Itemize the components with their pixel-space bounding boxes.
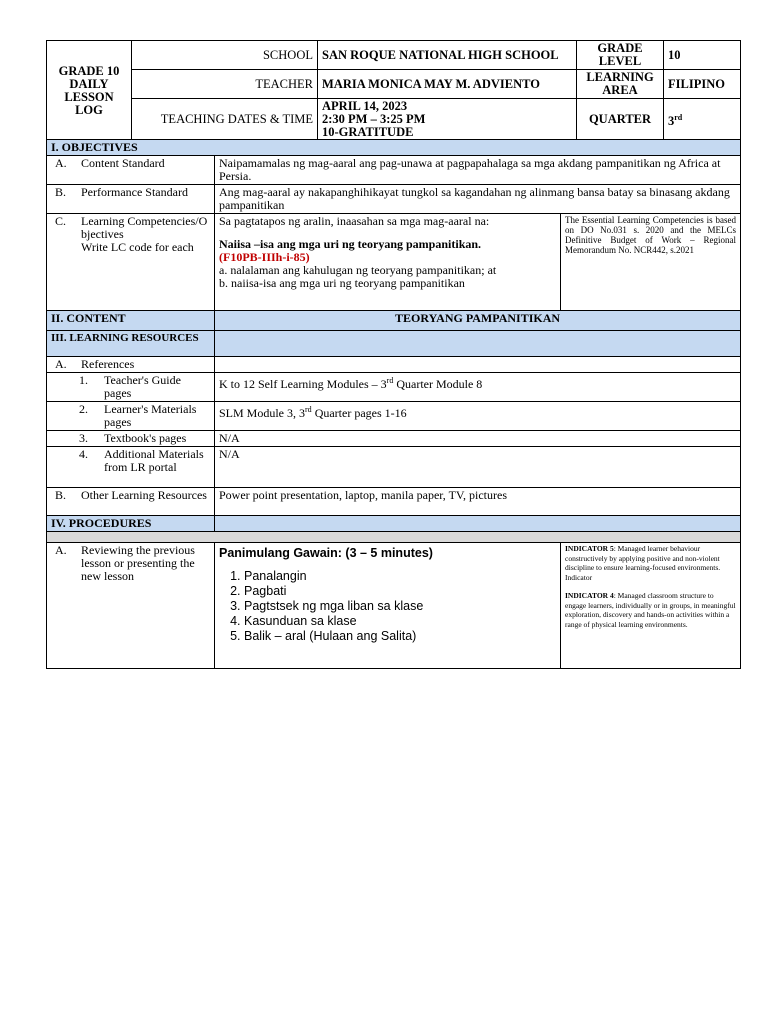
teachers-guide-label: 1. Teacher's Guide pages [47, 373, 215, 402]
grade-log-title: GRADE 10 DAILY LESSON LOG [47, 41, 132, 141]
teacher-label: TEACHER [132, 70, 318, 99]
procedures-spacer [47, 532, 741, 543]
list-item: 2. Pagbati [244, 584, 556, 599]
competencies-label: C. Learning Competencies/Objectives Write LC code for each [47, 214, 215, 311]
quarter-value: 3rd [664, 99, 741, 141]
date: APRIL 14, 2023 [322, 99, 408, 113]
resources-title: III. LEARNING RESOURCES [47, 331, 215, 357]
content-standard-label: A. Content Standard [47, 156, 215, 185]
list-item: 1. Panalangin [244, 569, 556, 584]
competencies-intro: Sa pagtatapos ng aralin, inaasahan sa mga mag-aaral na: [219, 214, 490, 228]
list-item: 4. Kasunduan sa klase [244, 614, 556, 629]
procedure-a-value [215, 543, 561, 669]
teachers-guide-value: K to 12 Self Learning Modules – 3rd Quarter Module 8 [215, 373, 741, 402]
grade-level-label: GRADE LEVEL [577, 41, 664, 70]
quarter-suffix: rd [674, 112, 683, 122]
learning-area-value: FILIPINO [664, 70, 741, 99]
performance-standard-label: B. Performance Standard [47, 185, 215, 214]
content-title: II. CONTENT [47, 311, 215, 331]
competency-a: a. nalalaman ang kahulugan ng teoryang pampanitikan; at [219, 263, 497, 277]
indicator-5: INDICATOR 5: Managed learner behaviour constructively by applying positive and non-violent discipline to ensure learning-focused environments. Indicator [565, 544, 721, 582]
dates-label: TEACHING DATES & TIME [132, 99, 318, 141]
textbook-value: N/A [215, 431, 741, 447]
learning-area-label: LEARNING AREA [577, 70, 664, 99]
learners-materials-label: 2. Learner's Materials pages [47, 402, 215, 431]
resources-title-blank [215, 331, 741, 357]
school-value: SAN ROQUE NATIONAL HIGH SCHOOL [318, 41, 577, 70]
indicators [561, 543, 741, 669]
competencies-note: The Essential Learning Competencies is based on DO No.031 s. 2020 and the MELCs Definitive Budget of Work – Regional Memorandum No. NCR442, s.2021 [561, 214, 741, 311]
competencies-sub: Write LC code for each [81, 240, 194, 254]
references-blank [215, 357, 741, 373]
panimulang-list [219, 569, 556, 644]
teacher-value: MARIA MONICA MAY M. ADVIENTO [318, 70, 577, 99]
grade-level-value: 10 [664, 41, 741, 70]
textbook-label: 3. Textbook's pages [47, 431, 215, 447]
competency-code: (F10PB-IIIh-i-85) [219, 250, 310, 264]
header-table [46, 40, 741, 141]
other-resources-value: Power point presentation, laptop, manila paper, TV, pictures [215, 488, 741, 516]
performance-standard-value: Ang mag-aaral ay nakapanghihikayat tungkol sa kagandahan ng alinmang bansa batay sa binasang akdang pampanitikan [215, 185, 741, 214]
list-item: 3. Pagtstsek ng mga liban sa klase [244, 599, 556, 614]
time: 2:30 PM – 3:25 PM [322, 112, 426, 126]
references-label: A. References [47, 357, 215, 373]
school-label: SCHOOL [132, 41, 318, 70]
panimulang-title: Panimulang Gawain: (3 – 5 minutes) [219, 546, 433, 560]
procedures-title: IV. PROCEDURES [47, 516, 215, 532]
competencies-main: Naiisa –isa ang mga uri ng teoryang pampanitikan. [219, 237, 482, 251]
indicator-4: INDICATOR 4: Managed classroom structure to engage learners, individually or in groups, in meaningful exploration, discovery and hands-on activities within a range of physical learning environments. [565, 591, 736, 629]
other-resources-label: B. Other Learning Resources [47, 488, 215, 516]
dates-value [318, 99, 577, 141]
content-value: TEORYANG PAMPANITIKAN [215, 311, 741, 331]
procedure-a-label: A. Reviewing the previous lesson or presenting the new lesson [47, 543, 215, 669]
additional-materials-value: N/A [215, 447, 741, 488]
content-standard-value: Naipamamalas ng mag-aaral ang pag-unawa at pagpapahalaga sa mga akdang pampanitikan ng Africa at Persia. [215, 156, 741, 185]
competencies-value [215, 214, 561, 311]
competency-b: b. naiisa-isa ang mga uri ng teoryang pampanitikan [219, 276, 465, 290]
quarter-label: QUARTER [577, 99, 664, 141]
additional-materials-label: 4. Additional Materials from LR portal [47, 447, 215, 488]
list-item: 5. Balik – aral (Hulaan ang Salita) [244, 629, 556, 644]
lesson-table [46, 139, 741, 669]
learners-materials-value: SLM Module 3, 3rd Quarter pages 1-16 [215, 402, 741, 431]
objectives-title: I. OBJECTIVES [47, 140, 741, 156]
section: 10-GRATITUDE [322, 125, 414, 139]
procedures-title-blank [215, 516, 741, 532]
